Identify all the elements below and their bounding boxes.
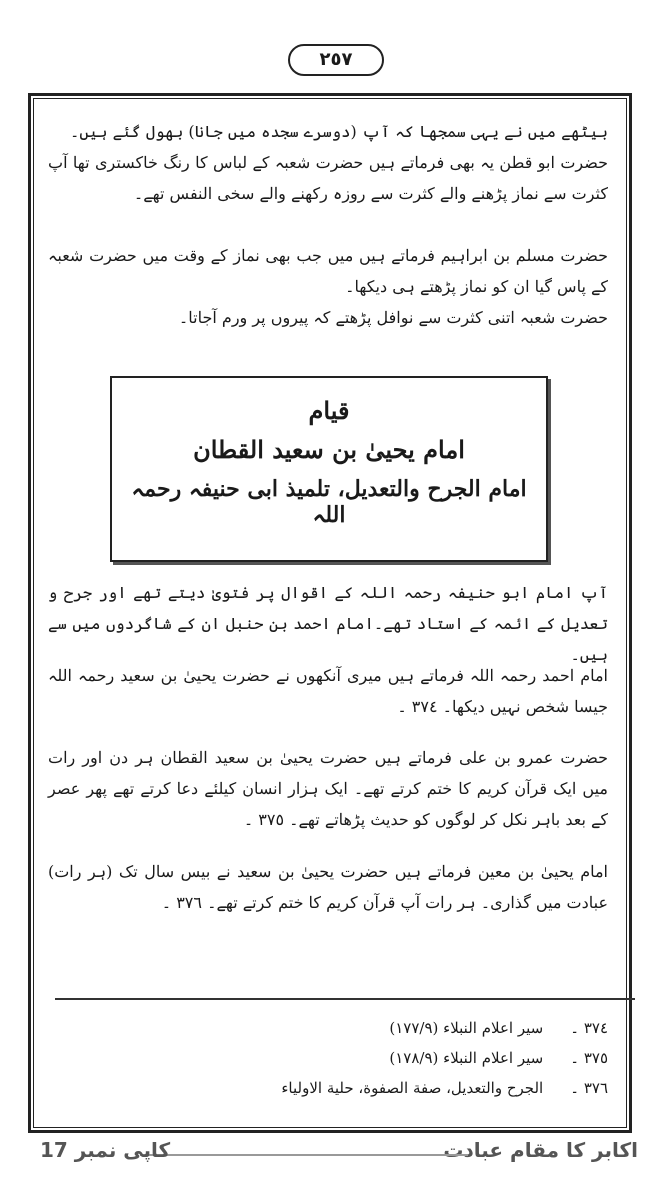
footnote-3 bbox=[48, 1076, 608, 1100]
page-footer bbox=[0, 1138, 668, 1178]
chapter-subtitle: امام الجرح والتعدیل، تلمیذ ابی حنیفہ رحمہ اللہ bbox=[131, 476, 527, 528]
paragraph-2: حضرت ابو قطن یہ بھی فرماتے ہیں حضرت شعبہ کے لباس کا رنگ خاکستری تھا آپ کثرت سے نماز پڑھنے والے کثرت سے روزہ رکھنے والے سخی النفس تھے۔ bbox=[48, 153, 608, 203]
footnote-text: سیر اعلام النبلاء (١٧٧/٩) bbox=[389, 1019, 544, 1037]
footnote-divider bbox=[55, 998, 635, 1000]
footnote-number: ٣٧٤ ۔ bbox=[570, 1019, 608, 1037]
footnote-number: ٣٧٦ ۔ bbox=[570, 1079, 608, 1097]
footer-rule bbox=[140, 1154, 468, 1156]
footnote-2 bbox=[48, 1046, 608, 1070]
paragraph-3: حضرت مسلم بن ابراہیم فرماتے ہیں میں جب بھی نماز کے وقت میں حضرت شعبہ کے پاس گیا ان کو نماز پڑھتے ہی دیکھا۔ bbox=[48, 246, 608, 296]
body-paragraph-2: امام احمد رحمہ اللہ فرماتے ہیں میری آنکھوں نے حضرت یحییٰ بن سعید رحمہ اللہ جیسا شخص نہیں دیکھا۔ ٣٧٤ ۔ bbox=[48, 666, 608, 716]
chapter-title: قیام bbox=[308, 396, 350, 425]
footnote-text: الجرح والتعدیل، صفة الصفوة، حلیة الاولیاء bbox=[281, 1079, 544, 1097]
chapter-subject: امام یحییٰ بن سعید القطان bbox=[193, 435, 465, 464]
body-paragraph-1: آپ امام ابو حنیفہ رحمہ اللہ کے اقوال پر فتویٰ دیتے تھے اور جرح و تعدیل کے ائمہ کے استاد تھے۔امام احمد بن حنبل ان کے شاگردوں میں سے ہیں۔ bbox=[48, 583, 608, 664]
footnote-1 bbox=[48, 1016, 608, 1040]
footnote-number: ٣٧٥ ۔ bbox=[570, 1049, 608, 1067]
page-number: ٢٥٧ bbox=[288, 44, 384, 76]
footnote-text: سیر اعلام النبلاء (١٧٨/٩) bbox=[389, 1049, 544, 1067]
chapter-title-box bbox=[110, 376, 548, 562]
footer-copy-number: کاپی نمبر 17 bbox=[40, 1138, 171, 1162]
footer-book-title: اکابر کا مقام عبادت bbox=[443, 1138, 638, 1162]
paragraph-4: حضرت شعبہ اتنی کثرت سے نوافل پڑھتے کہ پیروں پر ورم آجاتا۔ bbox=[178, 308, 608, 327]
body-paragraph-4: امام یحییٰ بن معین فرماتے ہیں حضرت یحییٰ بن سعید نے بیس سال تک (ہر رات) عبادت میں گذاری۔ ہر رات آپ قرآن کریم کا ختم کرتے تھے۔ ٣٧٦ ۔ bbox=[48, 862, 608, 912]
body-paragraph-3: حضرت عمرو بن علی فرماتے ہیں حضرت یحییٰ بن سعید القطان ہر دن اور رات میں ایک قرآن کریم کا ختم کرتے تھے۔ ایک ہزار انسان کیلئے دعا کرتے تھے پھر عصر کے بعد باہر نکل کر لوگوں کو حدیث پڑھاتے تھے۔ ٣٧٥ ۔ bbox=[48, 748, 608, 829]
paragraph-1: بیٹھے میں نے یہی سمجھا کہ آپ (دوسرے سجدہ میں جانا) بھول گئے ہیں۔ bbox=[70, 122, 608, 141]
